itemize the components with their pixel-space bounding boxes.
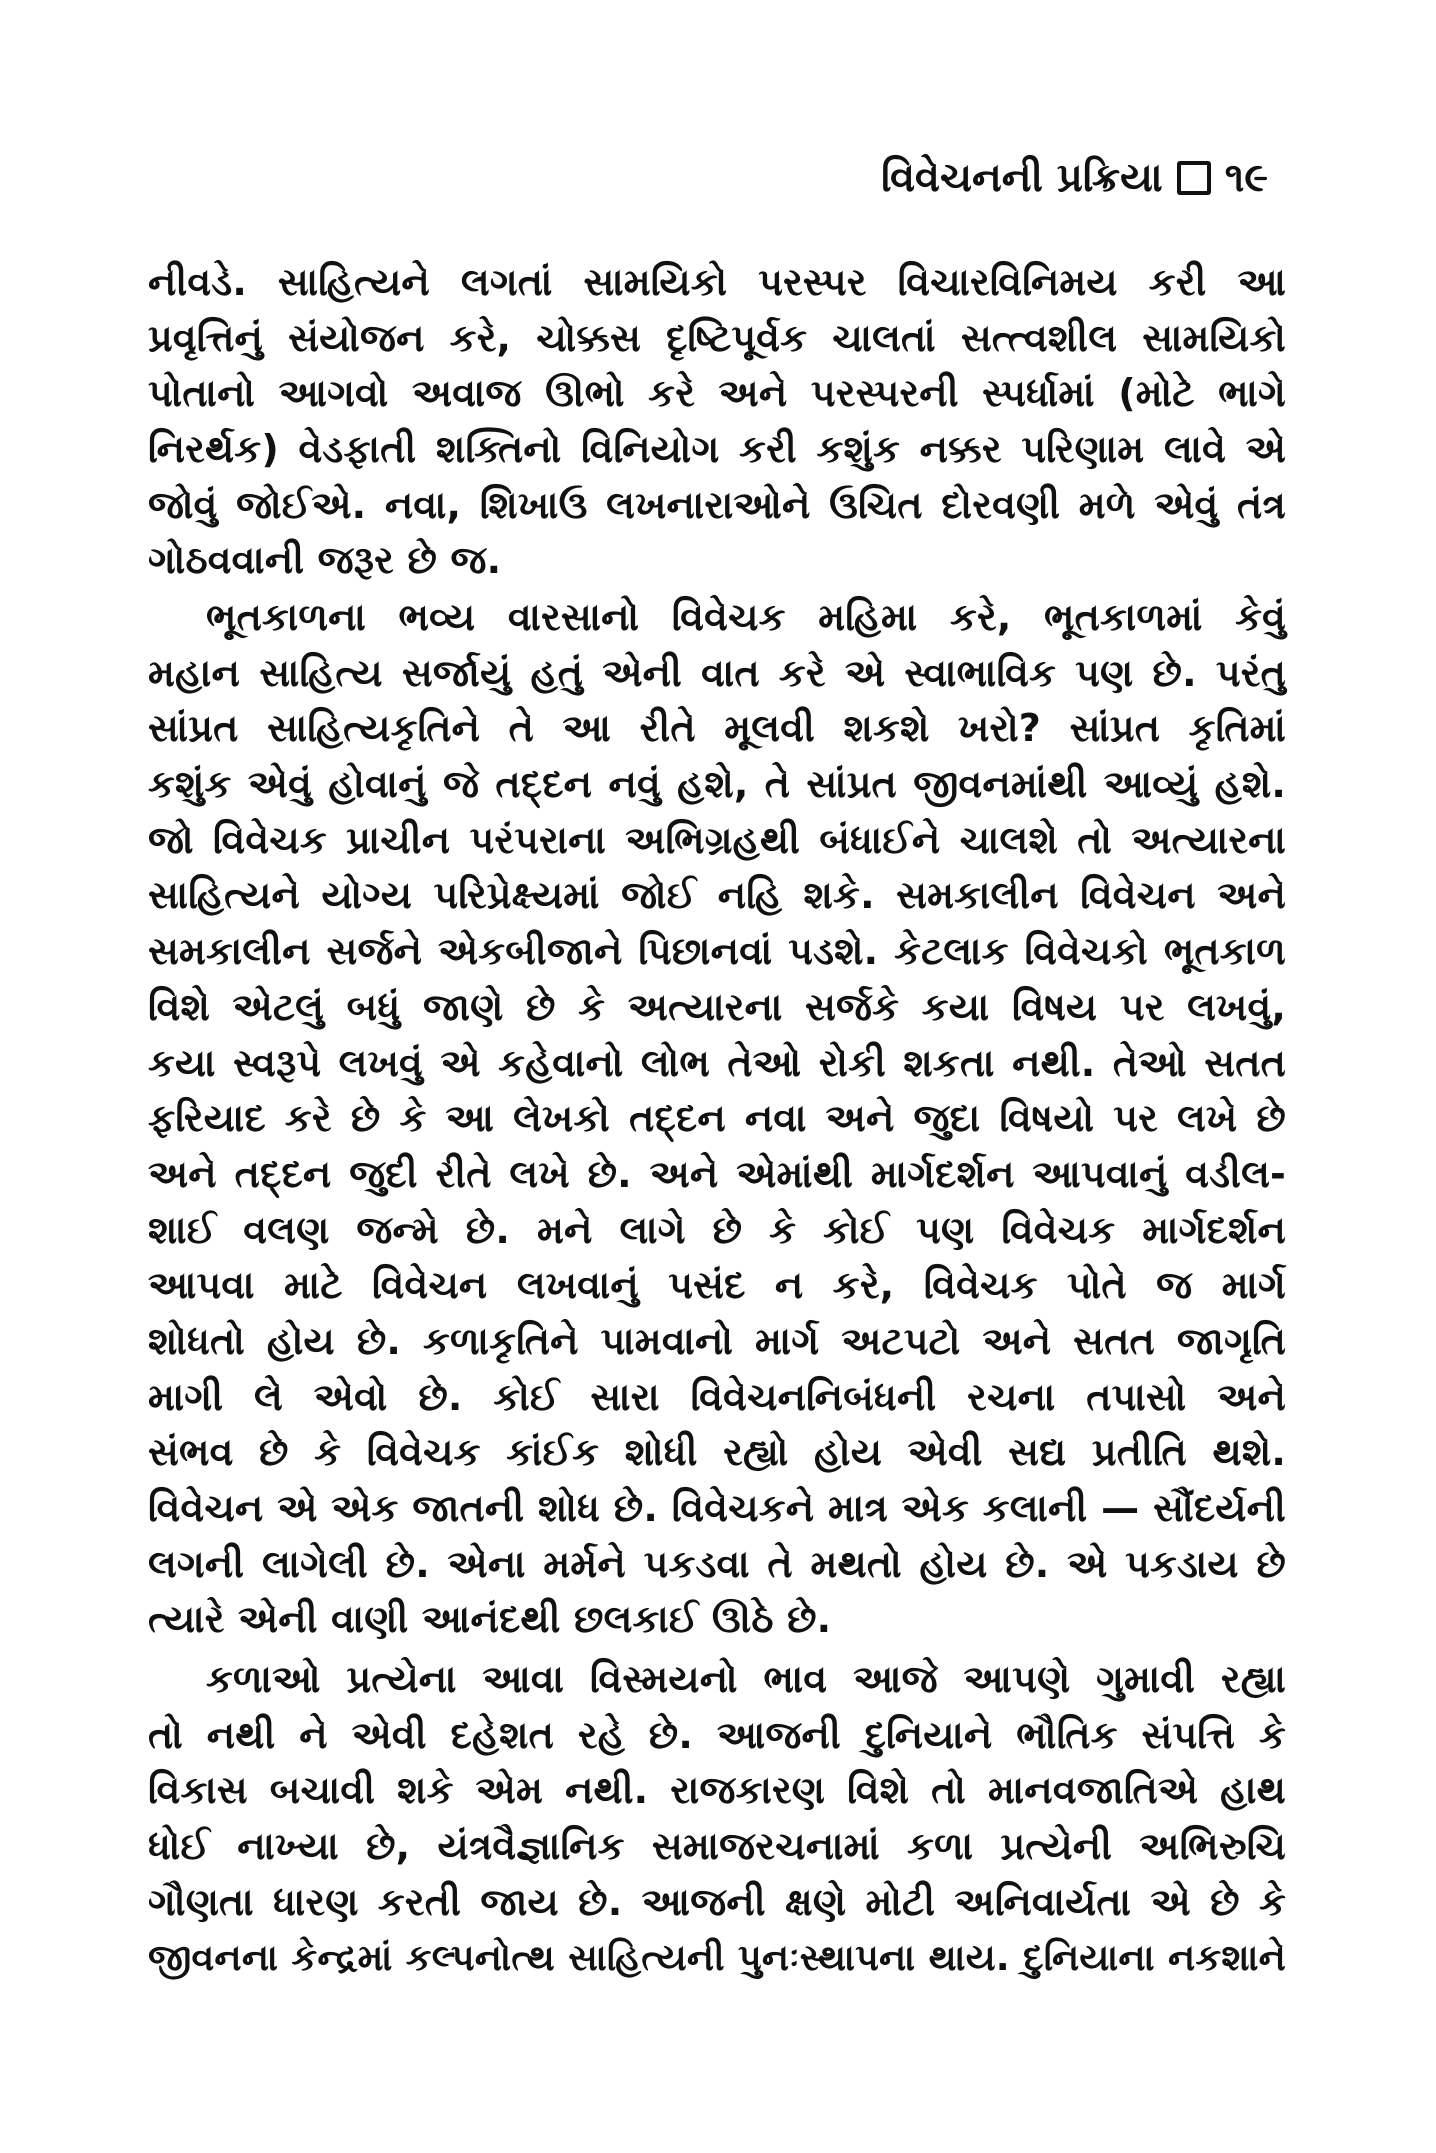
paragraph-3 bbox=[148, 1652, 1286, 1986]
page-number: ૧૯ bbox=[1224, 155, 1268, 201]
text-line: પોતાનો આગવો અવાજ ઊભો કરે અને પરસ્પરની સ્પર્ધામાં (મોટે ભાગે bbox=[148, 371, 1286, 416]
text-line: સાંપ્રત સાહિત્યકૃતિને તે આ રીતે મૂલવી શકશે ખરો? સાંપ્રત કૃતિમાં bbox=[148, 706, 1286, 751]
text-line: વિશે એટલું બધું જાણે છે કે અત્યારના સર્જકે કયા વિષય પર લખવું, bbox=[148, 984, 1286, 1029]
text-line: જો વિવેચક પ્રાચીન પરંપરાના અભિગ્રહથી બંધાઈને ચાલશે તો અત્યારના bbox=[148, 817, 1286, 862]
text-line: અને તદ્દન જુદી રીતે લખે છે. અને એમાંથી માર્ગદર્શન આપવાનું વડીલ- bbox=[148, 1151, 1286, 1196]
text-line: સંભવ છે કે વિવેચક કાંઈક શોધી રહ્યો હોય એવી સદ્ય પ્રતીતિ થશે. bbox=[148, 1430, 1286, 1475]
text-line: ત્યારે એની વાણી આનંદથી છલકાઈ ઊઠે છે. bbox=[148, 1597, 832, 1642]
text-line: સમકાલીન સર્જને એકબીજાને પિછાનવાં પડશે. કેટલાક વિવેચકો ભૂતકાળ bbox=[148, 929, 1286, 974]
text-line: નિરર્થક) વેડફાતી શક્તિનો વિનિયોગ કરી કશુંક નક્કર પરિણામ લાવે એ bbox=[148, 427, 1286, 472]
running-head-title: વિવેચનની પ્રક્રિયા bbox=[881, 155, 1163, 201]
paragraph-1 bbox=[148, 255, 1286, 589]
text-line: આપવા માટે વિવેચન લખવાનું પસંદ ન કરે, વિવેચક પોતે જ માર્ગ bbox=[148, 1263, 1286, 1308]
text-line: વિવેચન એ એક જાતની શોધ છે. વિવેચકને માત્ર એક કલાની — સૌંદર્યની bbox=[148, 1486, 1286, 1530]
text-line: ગોઠવવાની જરૂર છે જ. bbox=[148, 538, 502, 583]
text-line: વિકાસ બચાવી શકે એમ નથી. રાજકારણ વિશે તો માનવજાતિએ હાથ bbox=[148, 1768, 1286, 1813]
text-line: શાઈ વલણ જન્મે છે. મને લાગે છે કે કોઈ પણ વિવેચક માર્ગદર્શન bbox=[148, 1207, 1286, 1252]
running-head-box-ornament bbox=[1177, 161, 1211, 195]
text-line: જોવું જોઈએ. નવા, શિખાઉ લખનારાઓને ઉચિત દોરવણી મળે એવું તંત્ર bbox=[148, 482, 1286, 527]
text-line: નીવડે. સાહિત્યને લગતાં સામયિકો પરસ્પર વિચારવિનિમય કરી આ bbox=[148, 260, 1286, 304]
text-line: જીવનના કેન્દ્રમાં કલ્પનોત્થ સાહિત્યની પુનઃસ્થાપના થાય. દુનિયાના નકશાને bbox=[148, 1936, 1286, 1980]
text-line: લગની લાગેલી છે. એના મર્મને પકડવા તે મથતો હોય છે. એ પકડાય છે bbox=[148, 1541, 1286, 1586]
paragraph-2 bbox=[148, 590, 1286, 1648]
text-line: શોધતો હોય છે. કળાકૃતિને પામવાનો માર્ગ અટપટો અને સતત જાગૃતિ bbox=[148, 1318, 1286, 1363]
text-line: ગૌણતા ધારણ કરતી જાય છે. આજની ક્ષણે મોટી અનિવાર્યતા એ છે કે bbox=[148, 1879, 1286, 1924]
text-line: કળાઓ પ્રત્યેના આવા વિસ્મયનો ભાવ આજે આપણે ગુમાવી રહ્યા bbox=[206, 1657, 1286, 1701]
text-line: કશુંક એવું હોવાનું જે તદ્દન નવું હશે, તે સાંપ્રત જીવનમાંથી આવ્યું હશે. bbox=[148, 762, 1286, 807]
text-line: તો નથી ને એવી દહેશત રહે છે. આજની દુનિયાને ભૌતિક સંપત્તિ કે bbox=[148, 1712, 1286, 1757]
running-head bbox=[881, 155, 1268, 201]
text-line: કયા સ્વરૂપે લખવું એ કહેવાનો લોભ તેઓ રોકી શકતા નથી. તેઓ સતત bbox=[148, 1040, 1286, 1085]
text-line: મહાન સાહિત્ય સર્જાયું હતું એની વાત કરે એ સ્વાભાવિક પણ છે. પરંતુ bbox=[148, 650, 1286, 695]
text-line: ધોઈ નાખ્યા છે, યંત્રવૈજ્ઞાનિક સમાજરચનામાં કળા પ્રત્યેની અભિરુચિ bbox=[148, 1824, 1286, 1869]
text-line: માગી લે એવો છે. કોઈ સારા વિવેચનનિબંધની રચના તપાસો અને bbox=[148, 1374, 1286, 1419]
text-line: સાહિત્યને યોગ્ય પરિપ્રેક્ષ્યમાં જોઈ નહિ શકે. સમકાલીન વિવેચન અને bbox=[148, 873, 1286, 918]
text-line: ભૂતકાળના ભવ્ય વારસાનો વિવેચક મહિમા કરે, ભૂતકાળમાં કેવું bbox=[206, 595, 1286, 639]
text-line: પ્રવૃત્તિનું સંયોજન કરે, ચોક્કસ દૃષ્ટિપૂર્વક ચાલતાં સત્ત્વશીલ સામયિકો bbox=[148, 315, 1286, 360]
text-line: ફરિયાદ કરે છે કે આ લેખકો તદ્દન નવા અને જુદા વિષયો પર લખે છે bbox=[148, 1096, 1286, 1141]
